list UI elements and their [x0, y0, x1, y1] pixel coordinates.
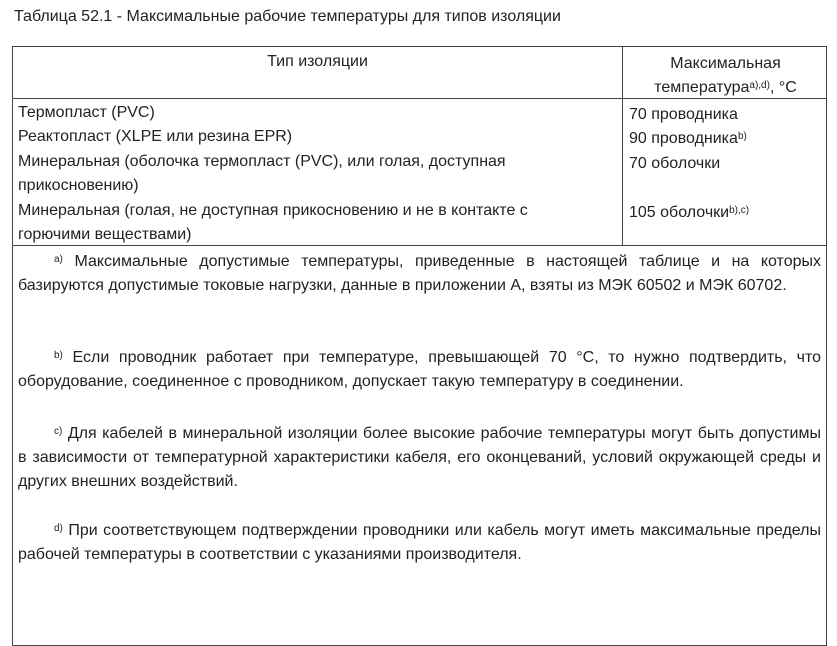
row-4-footnote-ref: b),c): [729, 205, 750, 216]
row-2-temp: 90 проводника$^{b)}$: [629, 130, 747, 147]
header-max-temperature-line2: температура$^{a),d)}$, °С: [654, 79, 797, 96]
row-2-footnote-ref: b): [737, 131, 747, 142]
footnote-b-marker: b): [54, 350, 63, 361]
header-max-temperature: [623, 53, 828, 99]
footnote-c: $^{c)}$ Для кабелей в минеральной изоляции более высокие рабочие температуры могут быть допустимы в зависимости от температурной характеристики кабеля, его оконцеваний, условий окружающей среды и других внешних воздействий.: [18, 425, 821, 490]
row-4-type: Минеральная (голая, не доступная прикосновению и не в контакте с горючими веществами): [18, 202, 528, 243]
footnote-d: $^{d)}$ При соответствующем подтверждении проводники или кабель могут иметь максимальные пределы рабочей температуры в соответствии с указаниями производителя.: [18, 522, 821, 563]
footnote-d-marker: d): [54, 523, 63, 534]
header-max-temperature-line1: Максимальная: [670, 55, 781, 72]
header-footnote-ref: a),d): [749, 80, 770, 91]
row-3-type: Минеральная (оболочка термопласт (PVC), или голая, доступная прикосновению): [18, 153, 506, 194]
footnote-a: $^{a)}$ Максимальные допустимые температуры, приведенные в настоящей таблице и на которых базируются допустимые токовые нагрузки, данные в приложении А, взяты из МЭК 60502 и МЭК 60702.: [18, 253, 822, 294]
insulation-temperature-table: [12, 46, 827, 646]
header-insulation-type: Тип изоляции: [267, 53, 368, 70]
row-3-temp: 70 оболочки: [629, 155, 721, 172]
row-1-temp: 70 проводника: [629, 106, 738, 123]
row-4-temp: 105 оболочки$^{b),c)}$: [629, 204, 750, 221]
row-1-type: Термопласт (PVC): [18, 104, 155, 121]
footnote-b: $^{b)}$ Если проводник работает при температуре, превышающей 70 °С, то нужно подтвердить, что оборудование, соединенное с проводником, допускает такую температуру в соединении.: [18, 349, 821, 390]
footnote-a-marker: a): [54, 254, 63, 265]
row-2-type: Реактопласт (XLPE или резина EPR): [18, 128, 293, 145]
table-title: Таблица 52.1 - Максимальные рабочие температуры для типов изоляции: [14, 8, 561, 25]
footnote-c-marker: c): [54, 426, 63, 437]
